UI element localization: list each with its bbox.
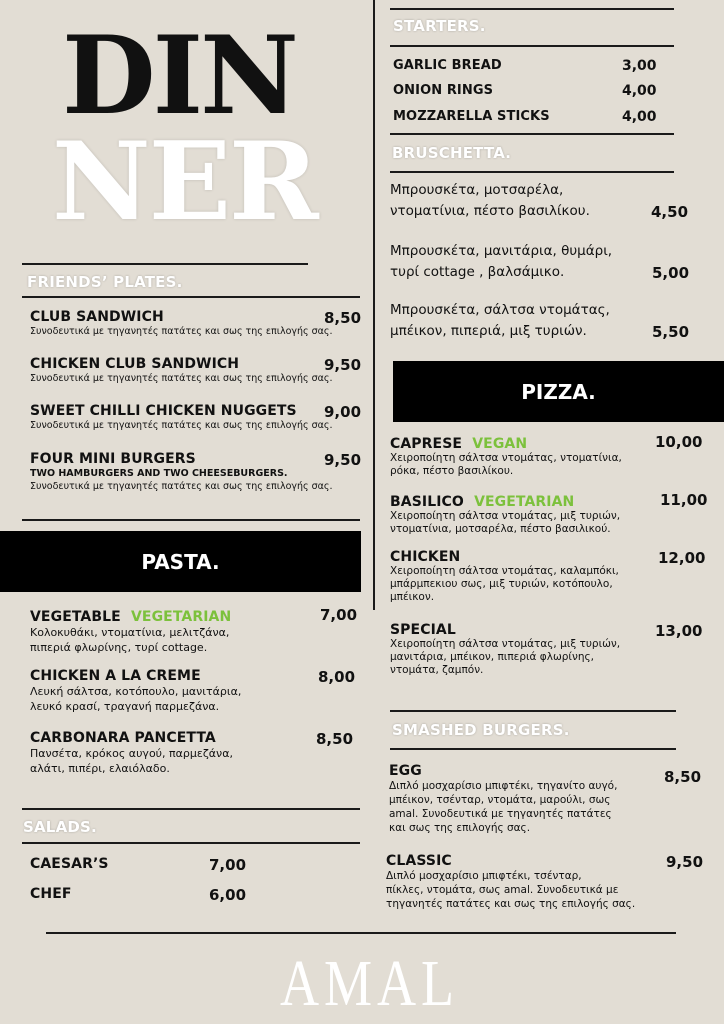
item-desc: ντομάτα, ζαμπόν.	[390, 664, 484, 676]
bruschetta-top-rule	[390, 133, 674, 135]
item-desc: Μπρουσκέτα, μοτσαρέλα,	[390, 182, 564, 198]
starters-top-rule	[390, 8, 674, 10]
item-price: 11,00	[660, 491, 708, 509]
brand-logo: AMAL	[280, 947, 460, 1020]
item-desc: πίκλες, ντομάτα, σως amal. Συνοδευτικά με	[386, 884, 619, 896]
bruschetta-item	[390, 180, 690, 222]
starter-name: GARLIC BREAD	[393, 58, 502, 73]
salads-bottom-rule	[22, 842, 360, 844]
bruschetta-bottom-rule	[390, 171, 674, 173]
bruschetta-title: BRUSCHETTA.	[392, 144, 512, 162]
item-desc: και σως της επιλογής σας.	[389, 822, 531, 834]
item-desc: Μπρουσκέτα, μανιτάρια, θυμάρι,	[390, 243, 613, 259]
item-name: SWEET CHILLI CHICKEN NUGGETS	[30, 403, 297, 419]
item-price: 9,50	[324, 356, 362, 374]
item-name: VEGETABLE	[30, 609, 121, 625]
burger-item	[389, 763, 709, 835]
pizza-banner: PIZZA.	[393, 361, 724, 422]
item-name: CHICKEN CLUB SANDWICH	[30, 356, 240, 372]
starter-price: 4,00	[622, 109, 657, 125]
item-desc: μπέικον, τσένταρ, ντομάτα, μαρούλι, σως	[389, 794, 611, 806]
item-desc: amal. Συνοδευτικά με τηγανητές πατάτες	[389, 808, 612, 820]
pizza-item	[390, 549, 710, 604]
item-desc: Συνοδευτικά με τηγανητές πατάτες και σως της επιλογής σας.	[30, 326, 333, 337]
burger-item	[386, 853, 716, 911]
item-desc: Χειροποίητη σάλτσα ντομάτας, ντοματίνια,	[390, 452, 622, 464]
item-desc: πιπεριά φλωρίνης, τυρί cottage.	[30, 641, 208, 654]
starter-name: MOZZARELLA STICKS	[393, 109, 550, 124]
item-desc: τηγανητές πατάτες και σως της επιλογής σας.	[386, 898, 636, 910]
pasta-item	[30, 668, 360, 714]
item-desc: Συνοδευτικά με τηγανητές πατάτες και σως της επιλογής σας.	[30, 373, 333, 384]
salad-price: 6,00	[209, 886, 247, 904]
item-desc: μπάρμπεκιου σως, μιξ τυριών, κοτόπουλο,	[390, 578, 613, 590]
starters-title: STARTERS.	[393, 17, 486, 35]
item-desc: αλάτι, πιπέρι, ελαιόλαδο.	[30, 762, 170, 775]
item-price: 8,50	[324, 309, 362, 327]
starter-name: ONION RINGS	[393, 83, 494, 98]
item-desc: μπέικον, πιπεριά, μιξ τυριών.	[390, 323, 587, 339]
salad-price: 7,00	[209, 856, 247, 874]
item-price: 5,00	[652, 264, 690, 282]
burgers-bottom-rule	[390, 748, 676, 750]
item-price: 5,50	[652, 323, 690, 341]
friends-top-rule	[22, 263, 308, 265]
item-price: 4,50	[651, 203, 689, 221]
friends-item	[30, 403, 360, 432]
item-price: 9,50	[324, 451, 362, 469]
salads-top-rule	[22, 808, 360, 810]
friends-bottom-rule	[22, 296, 360, 298]
item-desc: μανιτάρια, μπέικον, πιπεριά φλωρίνης,	[390, 651, 594, 663]
item-price: 9,00	[324, 403, 362, 421]
bruschetta-item	[390, 241, 690, 283]
item-subtitle: TWO HAMBURGERS AND TWO CHEESEBURGERS.	[30, 468, 288, 479]
item-desc: ντοματίνια, μοτσαρέλα, πέστο βασιλικού.	[390, 523, 611, 535]
item-name: CARBONARA PANCETTA	[30, 730, 216, 746]
friends-item	[30, 356, 360, 385]
item-name: CAPRESE	[390, 436, 463, 452]
footer-rule	[46, 932, 676, 934]
item-desc: Συνοδευτικά με τηγανητές πατάτες και σως της επιλογής σας.	[30, 420, 333, 431]
item-desc: λευκό κρασί, τραγανή παρμεζάνα.	[30, 700, 220, 713]
title-line-1: DIN	[62, 13, 296, 139]
item-name: BASILICO	[390, 494, 464, 510]
pasta-item	[30, 730, 360, 776]
pasta-item	[30, 606, 360, 655]
item-name: SPECIAL	[390, 622, 456, 638]
starters-bottom-rule	[390, 45, 674, 47]
item-price: 9,50	[666, 853, 704, 871]
bruschetta-item	[390, 300, 690, 342]
item-desc: Λευκή σάλτσα, κοτόπουλο, μανιτάρια,	[30, 685, 242, 698]
pizza-item	[390, 433, 710, 478]
starter-price: 4,00	[622, 83, 657, 99]
item-desc: Διπλό μοσχαρίσιο μπιφτέκι, τηγανίτο αυγό,	[389, 780, 618, 792]
item-desc: Πανσέτα, κρόκος αυγού, παρμεζάνα,	[30, 747, 233, 760]
item-price: 8,50	[316, 730, 354, 748]
item-desc: ρόκα, πέστο βασιλίκου.	[390, 465, 514, 477]
item-name: CHICKEN	[390, 549, 461, 565]
item-name: CHICKEN A LA CREME	[30, 668, 201, 684]
item-desc: τυρί cottage , βαλσάμικο.	[390, 264, 565, 280]
smashed-burgers-title: SMASHED BURGERS.	[392, 721, 570, 739]
item-desc: Μπρουσκέτα, σάλτσα ντομάτας,	[390, 302, 610, 318]
item-price: 8,50	[664, 768, 702, 786]
salad-name: CAESAR’S	[30, 856, 109, 872]
item-price: 7,00	[320, 606, 358, 624]
salad-name: CHEF	[30, 886, 72, 902]
vertical-divider	[373, 0, 375, 610]
item-name: CLASSIC	[386, 853, 452, 869]
starter-price: 3,00	[622, 58, 657, 74]
vegan-tag: VEGAN	[472, 436, 528, 452]
pizza-item	[390, 491, 710, 536]
friends-end-rule	[22, 519, 360, 521]
item-price: 8,00	[318, 668, 356, 686]
item-price: 10,00	[655, 433, 703, 451]
item-name: CLUB SANDWICH	[30, 309, 164, 325]
item-desc: ντοματίνια, πέστο βασιλίκου.	[390, 203, 590, 219]
item-desc: μπέικον.	[390, 591, 435, 603]
item-price: 13,00	[655, 622, 703, 640]
item-desc: Κολοκυθάκι, ντοματίνια, μελιτζάνα,	[30, 626, 230, 639]
burgers-top-rule	[390, 710, 676, 712]
pasta-banner: PASTA.	[0, 531, 361, 592]
vegetarian-tag: VEGETARIAN	[130, 609, 232, 625]
item-price: 12,00	[658, 549, 706, 567]
item-desc: Διπλό μοσχαρίσιο μπιφτέκι, τσένταρ,	[386, 870, 582, 882]
pizza-item	[390, 622, 710, 677]
vegetarian-tag: VEGETARIAN	[474, 494, 575, 510]
salads-title: SALADS.	[23, 818, 97, 836]
title-line-2: NER	[52, 119, 317, 245]
item-desc: Χειροποίητη σάλτσα ντομάτας, καλαμπόκι,	[390, 565, 619, 577]
item-name: FOUR MINI BURGERS	[30, 451, 196, 467]
item-desc: Συνοδευτικά με τηγανητές πατάτες και σως της επιλογής σας.	[30, 481, 333, 492]
friends-item	[30, 451, 360, 493]
friends-plates-title: FRIENDS’ PLATES.	[27, 273, 183, 291]
item-desc: Χειροποίητη σάλτσα ντομάτας, μιξ τυριών,	[390, 638, 621, 650]
item-name: EGG	[389, 763, 422, 779]
item-desc: Χειροποίητη σάλτσα ντομάτας, μιξ τυριών,	[390, 510, 621, 522]
friends-item	[30, 309, 360, 338]
